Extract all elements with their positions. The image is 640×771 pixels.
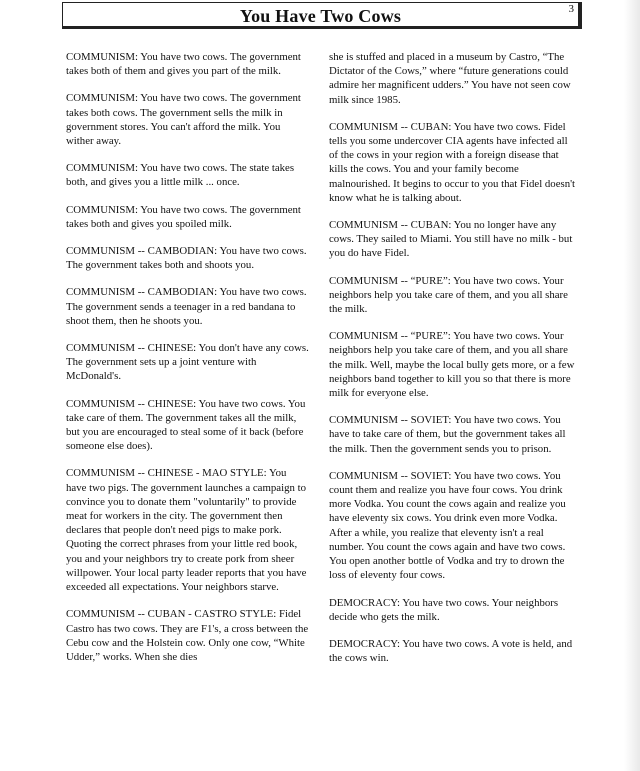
joke-paragraph: COMMUNISM -- “PURE”: You have two cows. Your neighbors help you take care of them, and you all share the milk. [329,274,568,316]
page-edge-shadow [624,0,640,771]
joke-paragraph: COMMUNISM -- SOVIET: You have two cows. You count them and realize you have four cows. You drink more Vodka. You count the cows again and realize you have eleventy six cows. You drink even more Vodka. After a while, you realize that eleventy isn't a real number. You count the cows again and have two cows. You open another bottle of Vodka and try to drown the loss of eleventy four cows. [329,469,566,582]
joke-paragraph: COMMUNISM -- CHINESE: You have two cows. You take care of them. The government takes all the milk, but you are encouraged to steal some of it back (before someone else does). [66,397,306,453]
page-number: 3 [568,3,574,15]
joke-paragraph: COMMUNISM -- CUBAN - CASTRO STYLE: Fidel Castro has two cows. They are F1's, a cross between the Cebu cow and the Holstein cow. Only one cow, “White Udder,” works. When she dies [66,608,309,663]
left-column [66,50,309,677]
joke-paragraph: COMMUNISM -- CAMBODIAN: You have two cows. The government sends a teenager in a red bandana to shoot them, then he shoots you. [66,286,307,327]
joke-paragraph: DEMOCRACY: You have two cows. Your neighbors decide who gets the milk. [329,596,559,623]
joke-paragraph: COMMUNISM: You have two cows. The state takes both, and gives you a little milk ... once. [66,162,295,189]
joke-paragraph: she is stuffed and placed in a museum by Castro, “The Dictator of the Cows,” where “future generations could admire her magnificent udders.” You have not seen cow milk since 1985. [329,51,571,106]
joke-paragraph: DEMOCRACY: You have two cows. A vote is held, and the cows win. [329,637,573,665]
joke-paragraph: COMMUNISM -- CUBAN: You have two cows. Fidel tells you some undercover CIA agents have infected all of the cows in your region with a foreign disease that kills the cows. You and your family become malnourished. It begins to occur to you that Fidel doesn't know what he is talking about. [329,120,576,204]
joke-paragraph: COMMUNISM: You have two cows. The government takes both of them and gives you part of the milk. [66,51,301,78]
joke-paragraph: COMMUNISM -- CUBAN: You no longer have any cows. They sailed to Miami. You still have no milk - but you do have Fidel. [329,219,573,260]
title-box [62,2,582,29]
joke-paragraph: COMMUNISM -- CAMBODIAN: You have two cows. The government takes both and shoots you. [66,245,307,272]
joke-paragraph: COMMUNISM: You have two cows. The government takes both and gives you spoiled milk. [66,203,301,230]
joke-paragraph: COMMUNISM -- SOVIET: You have two cows. You have to take care of them, but the government takes all the milk. Then the government sends you to prison. [329,414,566,455]
joke-paragraph: COMMUNISM -- CHINESE: You don't have any cows. The government sets up a joint venture with McDonald's. [66,342,309,383]
joke-paragraph: COMMUNISM: You have two cows. The government takes both cows. The government sells the milk in government stores. You can't afford the milk. You wither away. [66,92,301,148]
joke-paragraph: COMMUNISM -- “PURE”: You have two cows. Your neighbors help you take care of them, and you all share the milk. Well, maybe the local bully gets more, or a few neighbors band together to kill you so that there is more milk for everyone else. [329,330,575,400]
page-title: You Have Two Cows [239,6,402,26]
joke-paragraph: COMMUNISM -- CHINESE - MAO STYLE: You have two pigs. The government launches a campaign to convince you to donate them "voluntarily" to provide meat for workers in the city. The government then declares that people don't need pigs to make pork. Quoting the correct phrases from your little red book, you and your neighbors try to create pork from sheer willpower. Your local party leader reports that you have exceeded all expectations. Your neighbors starve. [66,467,307,594]
right-column [329,50,577,678]
